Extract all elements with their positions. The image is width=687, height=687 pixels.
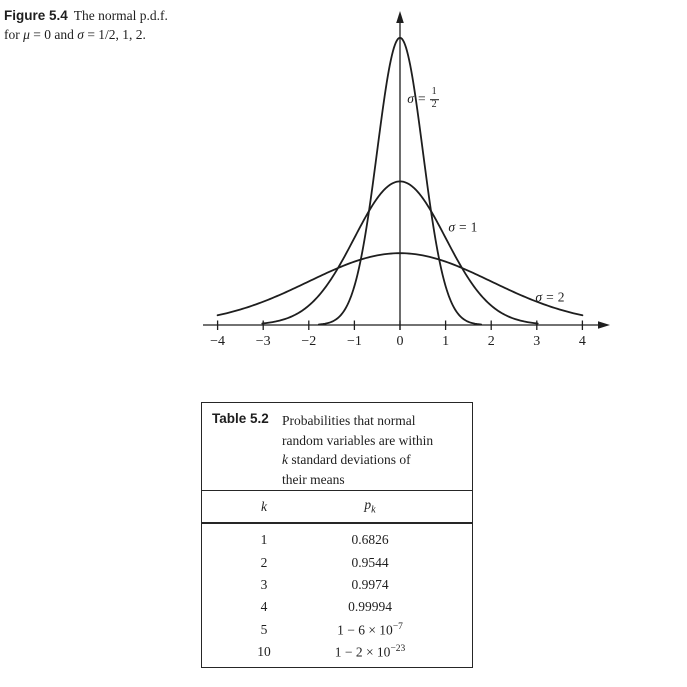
sigma-symbol: σ xyxy=(448,218,455,234)
fraction xyxy=(430,87,439,111)
table-caption-line: k standard deviations of xyxy=(282,452,411,468)
caption-text-part: = 0 and xyxy=(29,27,78,42)
sigma-symbol: σ xyxy=(407,91,414,107)
fraction-numerator: 1 xyxy=(430,87,439,99)
curve-label-sigma-1 xyxy=(448,220,477,234)
k-cell: 4 xyxy=(260,599,268,615)
exponent: −7 xyxy=(392,621,403,632)
p-cell: $1 - 6 \times 10^{-7}$ xyxy=(337,621,403,637)
sigma-symbol: σ xyxy=(535,288,543,304)
figure-caption-text: The normal p.d.f. xyxy=(73,8,168,23)
k-cell: 3 xyxy=(260,576,268,592)
equals-sign: = xyxy=(546,288,554,304)
x-tick-label: −1 xyxy=(346,334,362,349)
x-tick-label: 3 xyxy=(533,334,541,349)
p-cell: 0.99994 xyxy=(348,599,392,615)
p-cell: $1 - 2 \times 10^{-23}$ xyxy=(334,643,406,660)
table-row xyxy=(202,551,472,573)
x-tick-label: 2 xyxy=(487,334,495,349)
x-axis-arrow xyxy=(598,321,610,329)
x-tick-label: 0 xyxy=(396,334,404,349)
y-axis-arrow xyxy=(396,11,404,23)
caption-text-part: for xyxy=(4,27,24,42)
sigma-symbol: σ xyxy=(77,27,84,42)
x-tick-label: −3 xyxy=(255,334,271,349)
table-row xyxy=(202,596,472,618)
figure-caption-label: Figure 5.4 xyxy=(4,8,68,23)
x-tick-label: −2 xyxy=(301,334,317,349)
fraction-denominator: 2 xyxy=(431,99,437,111)
mu-symbol: μ xyxy=(23,27,30,42)
table-caption-line: random variables are within xyxy=(282,432,434,448)
x-tick-label: 4 xyxy=(578,334,586,349)
curve-label-sigma-2 xyxy=(535,290,564,304)
k-cell: 2 xyxy=(260,554,268,570)
table-header-row xyxy=(202,491,472,524)
table-caption-label: Table 5.2 xyxy=(212,411,269,426)
table-row xyxy=(202,574,472,596)
equals-sign: = xyxy=(417,91,426,107)
table-row xyxy=(202,641,472,663)
table-caption-text xyxy=(282,411,433,490)
k-cell: 1 xyxy=(260,532,268,548)
header-pk: $p_k$ xyxy=(364,497,376,516)
table-row xyxy=(202,529,472,551)
probability-table xyxy=(201,402,473,668)
p-cell: 0.9974 xyxy=(351,576,389,592)
sigma-value: 1 xyxy=(470,218,478,234)
table-caption xyxy=(202,403,472,491)
table-row xyxy=(202,619,472,641)
k-symbol: k xyxy=(282,452,288,468)
exponent: −23 xyxy=(390,643,406,654)
k-cell: 5 xyxy=(260,621,268,637)
k-cell: 10 xyxy=(257,644,271,660)
curve-label-sigma-half xyxy=(407,87,438,111)
x-tick-label: −4 xyxy=(210,334,226,349)
header-k: k xyxy=(261,498,267,514)
p-cell: 0.9544 xyxy=(351,554,389,570)
table-caption-line: Probabilities that normal xyxy=(282,413,416,428)
p-cell: 0.6826 xyxy=(351,532,389,548)
x-tick-label: 1 xyxy=(442,334,450,349)
table-caption-line: their means xyxy=(282,472,345,488)
table-body xyxy=(202,524,472,663)
caption-text-part: = 1/2, 1, 2. xyxy=(83,27,146,42)
sigma-value: 2 xyxy=(557,288,565,304)
equals-sign: = xyxy=(459,218,467,234)
